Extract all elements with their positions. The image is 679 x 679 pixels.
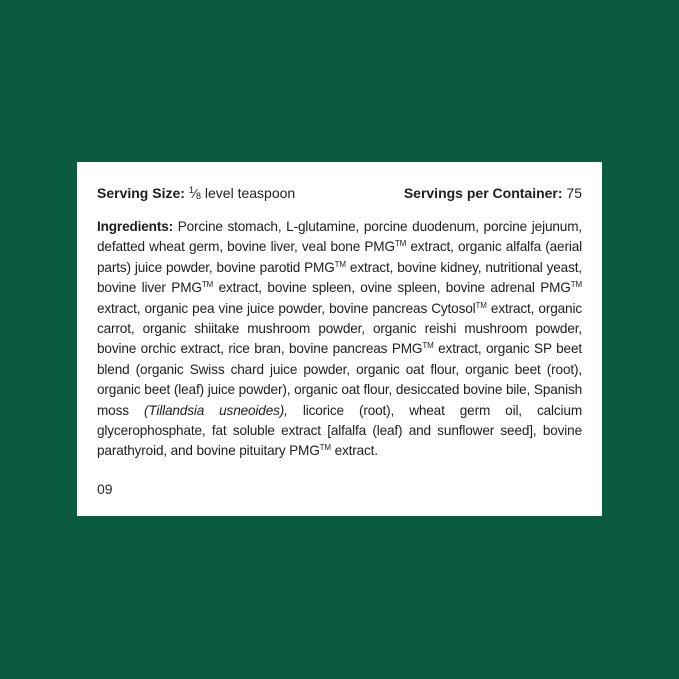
ingredients-part: extract, organic pea vine juice powder, bovine pancreas Cytosol <box>97 300 476 316</box>
supplement-label <box>77 162 602 516</box>
servings-value: 75 <box>566 185 582 201</box>
trademark-mark: TM <box>334 259 346 269</box>
serving-size-label: Serving Size: <box>97 185 185 201</box>
fraction-numerator: 1 <box>188 185 194 195</box>
ingredients-part: extract, organic alfalfa (aerial parts) juice powder, bovine parotid PMG <box>97 239 582 275</box>
servings-label: Servings per Container: <box>403 185 563 201</box>
trademark-mark: TM <box>570 280 582 290</box>
serving-fraction: $^1$⁄8 <box>188 185 202 201</box>
ingredients-part: licorice (root), wheat germ oil, calcium glycerophosphate, fat soluble extract [alfalfa (leaf) and sunflower seed], bovine parathyroid, and bovine pituitary PMG <box>97 402 582 459</box>
serving-size <box>97 180 295 206</box>
ingredients-part: extract, bovine kidney, nutritional yeast, bovine liver PMG <box>97 259 582 296</box>
ingredients-part: extract, organic carrot, organic shiitake mushroom powder, organic reishi mushroom powder, bovine orchic extract, rice bran, bovine pancreas PMG <box>97 300 582 357</box>
serving-info-row <box>97 180 582 206</box>
ingredients-label: Ingredients: <box>97 219 173 234</box>
ingredients-part: extract, bovine spleen, ovine spleen, bovine adrenal PMG <box>218 280 571 296</box>
trademark-mark: TM <box>422 341 434 351</box>
ingredients-text <box>97 217 582 462</box>
ingredients-part: extract, organic SP beet blend (organic Swiss chard juice powder, organic oat flour, organic beet (root), organic beet (leaf) juice powder), organic oat flour, desiccated bovine bile, Spanish moss <box>97 341 583 418</box>
ingredients-italic-species: (Tillandsia usneoides), <box>143 402 288 418</box>
trademark-mark: TM <box>201 280 214 290</box>
ingredients-part: extract. <box>334 443 378 459</box>
ingredients-part: Porcine stomach, L-glutamine, porcine duodenum, porcine jejunum, defatted wheat germ, bovine liver, veal bone PMG <box>97 219 582 255</box>
servings-per-container <box>404 183 582 203</box>
trademark-mark: TM <box>319 443 331 453</box>
trademark-mark: TM <box>394 239 407 249</box>
trademark-mark: TM <box>475 300 487 310</box>
fraction-denominator: 8 <box>196 191 202 201</box>
serving-size-unit: level teaspoon <box>204 185 296 201</box>
lot-code: 09 <box>97 481 113 497</box>
